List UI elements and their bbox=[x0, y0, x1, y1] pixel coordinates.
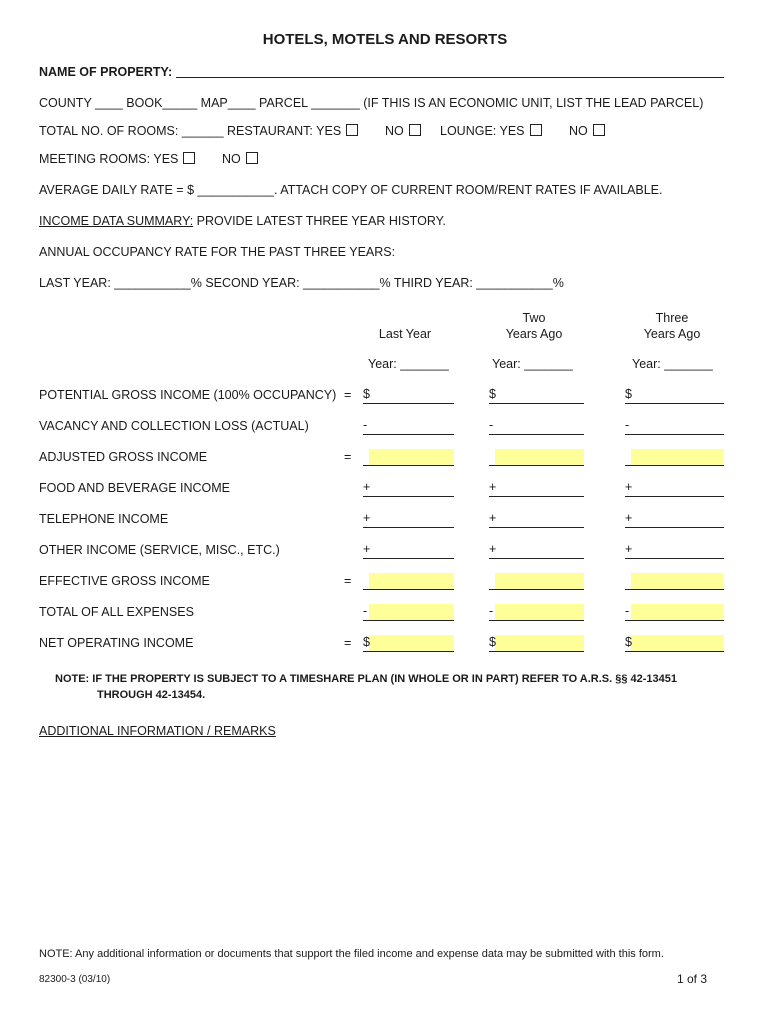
row-label: TOTAL OF ALL EXPENSES bbox=[39, 605, 194, 619]
row-label: ADJUSTED GROSS INCOME bbox=[39, 450, 208, 464]
amount-field[interactable] bbox=[625, 542, 724, 559]
property-name-label: NAME OF PROPERTY: bbox=[39, 65, 173, 79]
amount-symbol: + bbox=[625, 480, 633, 494]
amount-symbol: + bbox=[489, 511, 497, 525]
occupancy-rates-line: LAST YEAR: ___________% SECOND YEAR: ___________% THIRD YEAR: ___________% bbox=[39, 276, 564, 290]
amount-symbol: $ bbox=[489, 635, 496, 649]
row-label: NET OPERATING INCOME bbox=[39, 636, 194, 650]
row-label: FOOD AND BEVERAGE INCOME bbox=[39, 481, 231, 495]
row-label: VACANCY AND COLLECTION LOSS (ACTUAL) bbox=[39, 419, 309, 433]
row-label: EFFECTIVE GROSS INCOME bbox=[39, 574, 210, 588]
additional-info-heading: ADDITIONAL INFORMATION / REMARKS bbox=[39, 724, 276, 738]
page-indicator: 1 of 3 bbox=[677, 972, 708, 986]
amount-field[interactable] bbox=[363, 449, 454, 466]
amount-field[interactable] bbox=[489, 480, 584, 497]
amount-symbol: $ bbox=[625, 635, 632, 649]
row-label: TELEPHONE INCOME bbox=[39, 512, 169, 526]
income-summary-heading: INCOME DATA SUMMARY: bbox=[39, 214, 194, 228]
amount-field[interactable] bbox=[625, 635, 724, 652]
amount-symbol: - bbox=[625, 418, 630, 432]
highlight-fill bbox=[369, 573, 454, 589]
amount-field[interactable] bbox=[363, 635, 454, 652]
amount-field[interactable] bbox=[363, 542, 454, 559]
row-label: POTENTIAL GROSS INCOME (100% OCCUPANCY) bbox=[39, 388, 337, 402]
column-header-last-year bbox=[355, 310, 455, 342]
highlight-fill bbox=[495, 449, 584, 465]
bottom-note: NOTE: Any additional information or documents that support the filed income and expense data may be submitted with this form. bbox=[39, 948, 664, 960]
amount-field[interactable] bbox=[489, 573, 584, 590]
amount-field[interactable] bbox=[625, 449, 724, 466]
highlight-fill bbox=[495, 604, 584, 620]
amount-field[interactable] bbox=[489, 635, 584, 652]
amount-field[interactable] bbox=[363, 604, 454, 621]
amount-symbol: + bbox=[363, 511, 371, 525]
row-operator: = bbox=[344, 636, 352, 650]
amount-symbol: - bbox=[489, 604, 494, 618]
column-header-line2: Years Ago bbox=[643, 327, 701, 341]
meeting-rooms-label: MEETING ROOMS: YES bbox=[39, 152, 179, 166]
column-header-line2: Years Ago bbox=[505, 327, 563, 341]
amount-field[interactable] bbox=[363, 573, 454, 590]
column-header-line1: Three bbox=[655, 311, 689, 325]
amount-field[interactable] bbox=[489, 604, 584, 621]
highlight-fill bbox=[631, 449, 724, 465]
occupancy-heading: ANNUAL OCCUPANCY RATE FOR THE PAST THREE YEARS: bbox=[39, 245, 396, 259]
amount-field[interactable] bbox=[363, 418, 454, 435]
row-operator: = bbox=[344, 450, 352, 464]
county-book-map-parcel-line: COUNTY ____ BOOK_____ MAP____ PARCEL _______ (IF THIS IS AN ECONOMIC UNIT, LIST THE LEAD PARCEL) bbox=[39, 96, 704, 110]
amount-field[interactable] bbox=[489, 449, 584, 466]
column-header-two-years-ago bbox=[484, 310, 584, 342]
form-number: 82300-3 (03/10) bbox=[39, 974, 111, 985]
highlight-fill bbox=[631, 635, 724, 651]
row-label: OTHER INCOME (SERVICE, MISC., ETC.) bbox=[39, 543, 280, 557]
lounge-yes-label: LOUNGE: YES bbox=[440, 124, 525, 138]
year-field-last-year[interactable]: Year: _______ bbox=[368, 357, 449, 371]
highlight-fill bbox=[369, 449, 454, 465]
amount-symbol: + bbox=[489, 542, 497, 556]
amount-field[interactable] bbox=[489, 542, 584, 559]
column-header-line2: Last Year bbox=[378, 327, 432, 341]
restaurant-no-group bbox=[385, 124, 421, 138]
lounge-no-checkbox[interactable] bbox=[593, 124, 605, 136]
year-field-two-years-ago[interactable]: Year: _______ bbox=[492, 357, 573, 371]
meeting-rooms-no-checkbox[interactable] bbox=[246, 152, 258, 164]
amount-symbol: $ bbox=[625, 387, 632, 401]
meeting-rooms-yes-checkbox[interactable] bbox=[183, 152, 195, 164]
amount-field[interactable] bbox=[625, 480, 724, 497]
amount-symbol: - bbox=[363, 604, 368, 618]
highlight-fill bbox=[495, 573, 584, 589]
restaurant-no-checkbox[interactable] bbox=[409, 124, 421, 136]
amount-symbol: $ bbox=[363, 635, 370, 649]
amount-symbol: $ bbox=[489, 387, 496, 401]
amount-field[interactable] bbox=[363, 387, 454, 404]
row-operator: = bbox=[344, 388, 352, 402]
year-field-three-years-ago[interactable]: Year: _______ bbox=[632, 357, 713, 371]
column-header-line1: Two bbox=[522, 311, 546, 325]
timeshare-note-line1: NOTE: IF THE PROPERTY IS SUBJECT TO A TIMESHARE PLAN (IN WHOLE OR IN PART) REFER TO A.R.S. §§ 42-13451 bbox=[55, 673, 677, 685]
highlight-fill bbox=[631, 604, 724, 620]
meeting-rooms-yes-group bbox=[39, 152, 195, 166]
amount-symbol: + bbox=[489, 480, 497, 494]
lounge-yes-group bbox=[440, 124, 542, 138]
average-daily-rate-line: AVERAGE DAILY RATE = $ ___________. ATTACH COPY OF CURRENT ROOM/RENT RATES IF AVAILABLE. bbox=[39, 183, 663, 197]
property-name-field[interactable] bbox=[176, 77, 724, 78]
amount-field[interactable] bbox=[625, 418, 724, 435]
amount-field[interactable] bbox=[489, 418, 584, 435]
lounge-no-group bbox=[569, 124, 605, 138]
amount-symbol: - bbox=[489, 418, 494, 432]
restaurant-no-label: NO bbox=[385, 124, 404, 138]
amount-field[interactable] bbox=[489, 387, 584, 404]
row-operator: = bbox=[344, 574, 352, 588]
restaurant-yes-checkbox[interactable] bbox=[346, 124, 358, 136]
amount-symbol: $ bbox=[363, 387, 370, 401]
income-summary-text: PROVIDE LATEST THREE YEAR HISTORY. bbox=[193, 214, 446, 228]
lounge-no-label: NO bbox=[569, 124, 588, 138]
meeting-rooms-no-label: NO bbox=[222, 152, 241, 166]
highlight-fill bbox=[369, 635, 454, 651]
highlight-fill bbox=[495, 635, 584, 651]
amount-symbol: + bbox=[363, 542, 371, 556]
amount-field[interactable] bbox=[625, 387, 724, 404]
column-header-line1 bbox=[355, 310, 455, 326]
highlight-fill bbox=[369, 604, 454, 620]
amount-symbol: + bbox=[625, 542, 633, 556]
income-summary-line bbox=[39, 214, 446, 228]
amount-symbol: + bbox=[625, 511, 633, 525]
rooms-restaurant-label: TOTAL NO. OF ROOMS: ______ RESTAURANT: YES bbox=[39, 124, 342, 138]
amount-symbol: - bbox=[625, 604, 630, 618]
lounge-yes-checkbox[interactable] bbox=[530, 124, 542, 136]
remarks-area[interactable] bbox=[39, 745, 729, 935]
amount-field[interactable] bbox=[625, 604, 724, 621]
meeting-rooms-no-group bbox=[222, 152, 258, 166]
amount-field[interactable] bbox=[625, 573, 724, 590]
amount-field[interactable] bbox=[625, 511, 724, 528]
amount-field[interactable] bbox=[489, 511, 584, 528]
highlight-fill bbox=[631, 573, 724, 589]
column-header-three-years-ago bbox=[622, 310, 722, 342]
amount-field[interactable] bbox=[363, 480, 454, 497]
form-title: HOTELS, MOTELS AND RESORTS bbox=[262, 31, 508, 48]
amount-symbol: + bbox=[363, 480, 371, 494]
amount-field[interactable] bbox=[363, 511, 454, 528]
timeshare-note-line2: THROUGH 42-13454. bbox=[97, 689, 206, 701]
amount-symbol: - bbox=[363, 418, 368, 432]
rooms-restaurant-line bbox=[39, 124, 358, 138]
